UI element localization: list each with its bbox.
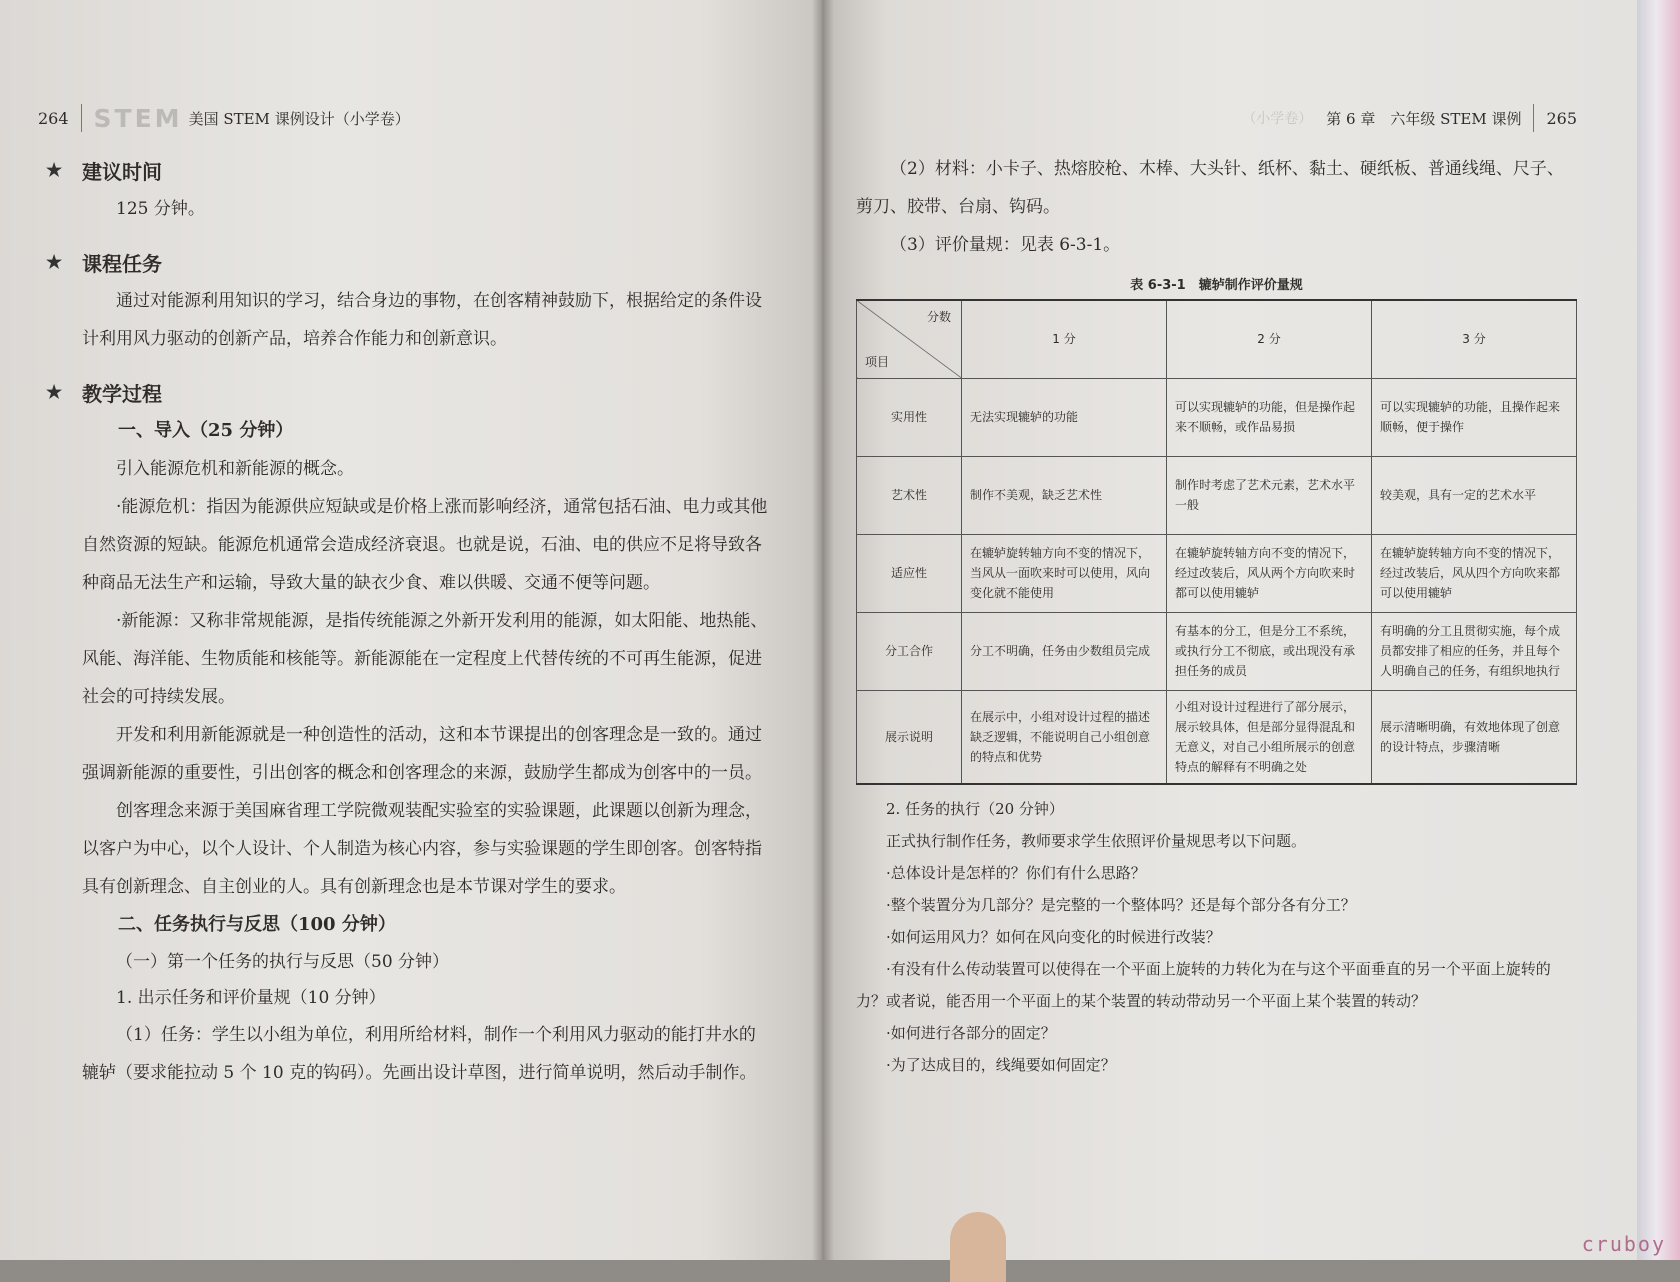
left-page-number: 264 — [38, 108, 69, 128]
question-item: ·整个装置分为几部分？是完整的一个整体吗？还是每个部分各有分工？ — [886, 895, 1356, 914]
header-divider — [81, 104, 82, 132]
section-text: 125 分钟。 — [116, 199, 205, 219]
table-row — [857, 534, 1577, 612]
table-corner-cell — [857, 300, 962, 378]
section-heading: 教学过程 — [82, 381, 162, 406]
table-title: 表 6-3-1 辘轳制作评价量规 — [1130, 278, 1303, 293]
table-cell: 展示清晰明确，有效地体现了创意的设计特点，步骤清晰 — [1372, 690, 1577, 784]
question-item: ·总体设计是怎样的？你们有什么思路？ — [886, 863, 1146, 882]
table-cell: 分工不明确，任务由少数组员完成 — [962, 612, 1167, 690]
step1-heading: 1. 出示任务和评价量规（10 分钟） — [116, 988, 386, 1008]
left-page — [0, 0, 822, 1260]
section-course-task — [46, 242, 772, 358]
intro-text: 引入能源危机和新能源的概念。 — [116, 459, 354, 479]
table-row — [857, 378, 1577, 456]
table-cell: 在辘轳旋转轴方向不变的情况下，经过改装后，风从两个方向吹来时都可以使用辘轳 — [1167, 534, 1372, 612]
row-label: 实用性 — [857, 378, 962, 456]
table-cell: 在展示中，小组对设计过程的描述缺乏逻辑，不能说明自己小组创意的特点和优势 — [962, 690, 1167, 784]
paragraph-maker-concept: 开发和利用新能源就是一种创造性的活动，这和本节课提出的创客理念是一致的。通过强调新能源的重要性，引出创客的概念和创客理念的来源，鼓励学生都成为创客中的一员。 — [82, 725, 762, 783]
book-gutter-shadow — [812, 0, 834, 1260]
table-cell: 可以实现辘轳的功能，但是操作起来不顺畅，或作品易损 — [1167, 378, 1372, 456]
page-edge — [1637, 0, 1680, 1260]
bullet-new-energy: ·新能源：又称非常规能源，是指传统能源之外新开发利用的能源，如太阳能、地热能、风能、海洋能、生物质能和核能等。新能源能在一定程度上代替传统的不可再生能源，促进社会的可持续发展。 — [82, 611, 768, 707]
star-icon: ★ — [46, 251, 63, 273]
table-row — [857, 456, 1577, 534]
question-item: ·有没有什么传动装置可以使得在一个平面上旋转的力转化为在与这个平面垂直的另一个平面上旋转的力？或者说，能否用一个平面上的某个装置的转动带动另一个平面上某个装置的转动？ — [856, 959, 1551, 1010]
table-cell: 在辘轳旋转轴方向不变的情况下，当风从一面吹来时可以使用，风向变化就不能使用 — [962, 534, 1167, 612]
header-divider — [1533, 104, 1534, 132]
question-item: ·为了达成目的，线绳要如何固定？ — [886, 1055, 1116, 1074]
star-icon: ★ — [46, 159, 63, 181]
rubric-table — [856, 299, 1577, 785]
table-cell: 在辘轳旋转轴方向不变的情况下，经过改装后，风从四个方向吹来都可以使用辘轳 — [1372, 534, 1577, 612]
table-cell: 可以实现辘轳的功能，且操作起来顺畅，便于操作 — [1372, 378, 1577, 456]
step1-task: （1）任务：学生以小组为单位，利用所给材料，制作一个利用风力驱动的能打井水的辘轳（要求能拉动 5 个 10 克的钩码）。先画出设计草图，进行简单说明，然后动手制作。 — [82, 1025, 757, 1083]
chapter-title: 第 6 章 六年级 STEM 课例 — [1326, 109, 1522, 128]
materials-text: （2）材料：小卡子、热熔胶枪、木棒、大头针、纸杯、黏土、硬纸板、普通线绳、尺子、剪刀、胶带、台扇、钩码。 — [856, 159, 1564, 217]
right-page — [822, 0, 1637, 1260]
table-cell: 制作不美观，缺乏艺术性 — [962, 456, 1167, 534]
table-cell: 较美观，具有一定的艺术水平 — [1372, 456, 1577, 534]
corner-item-label: 项目 — [865, 354, 890, 369]
column-header: 1 分 — [962, 300, 1167, 378]
row-label: 艺术性 — [857, 456, 962, 534]
table-cell: 无法实现辘轳的功能 — [962, 378, 1167, 456]
table-row — [857, 690, 1577, 784]
step2-heading: 2. 任务的执行（20 分钟） — [886, 799, 1064, 818]
table-cell: 有基本的分工，但是分工不系统，或执行分工不彻底，或出现没有承担任务的成员 — [1167, 612, 1372, 690]
part2-heading: 二、任务执行与反思（100 分钟） — [118, 914, 396, 935]
book-title: 美国 STEM 课例设计（小学卷） — [188, 109, 410, 128]
table-cell: 制作时考虑了艺术元素，艺术水平一般 — [1167, 456, 1372, 534]
question-item: ·如何进行各部分的固定？ — [886, 1023, 1056, 1042]
corner-score-label: 分数 — [926, 310, 951, 324]
section-text: 通过对能源利用知识的学习，结合身边的事物，在创客精神鼓励下，根据给定的条件设计利用风力驱动的创新产品，培养合作能力和创新意识。 — [82, 291, 762, 349]
section-teaching-process — [46, 372, 772, 1092]
header-ghost-text: （小学卷） — [1242, 111, 1313, 127]
left-page-header — [38, 100, 772, 136]
section-heading: 课程任务 — [82, 251, 162, 276]
intro-heading: 一、导入（25 分钟） — [118, 420, 294, 441]
table-cell: 小组对设计过程进行了部分展示，展示较具体，但是部分显得混乱和无意义，对自己小组所展示的创意特点的解释有不明确之处 — [1167, 690, 1372, 784]
task1-heading: （一）第一个任务的执行与反思（50 分钟） — [116, 952, 450, 972]
section-heading: 建议时间 — [82, 159, 162, 184]
star-icon: ★ — [46, 381, 63, 403]
table-row — [857, 612, 1577, 690]
stem-logo: STEM — [93, 103, 183, 133]
section-suggested-time — [46, 150, 772, 228]
thumb — [950, 1212, 1006, 1282]
table-header-row — [857, 300, 1577, 378]
row-label: 适应性 — [857, 534, 962, 612]
bullet-energy-crisis: ·能源危机：指因为能源供应短缺或是价格上涨而影响经济，通常包括石油、电力或其他自然资源的短缺。能源危机通常会造成经济衰退。也就是说，石油、电的供应不足将导致各种商品无法生产和运输，导致大量的缺衣少食、难以供暖、交通不便等问题。 — [82, 497, 768, 593]
rubric-reference: （3）评价量规：见表 6-3-1。 — [890, 235, 1121, 255]
right-page-number: 265 — [1546, 108, 1577, 128]
column-header: 3 分 — [1372, 300, 1577, 378]
question-item: ·如何运用风力？如何在风向变化的时候进行改装？ — [886, 927, 1221, 946]
right-page-header — [856, 100, 1577, 136]
paragraph-maker-origin: 创客理念来源于美国麻省理工学院微观装配实验室的实验课题，此课题以创新为理念，以客户为中心，以个人设计、个人制造为核心内容，参与实验课题的学生即创客。创客特指具有创新理念、自主创业的人。具有创新理念也是本节课对学生的要求。 — [82, 801, 762, 897]
step2-text: 正式执行制作任务，教师要求学生依照评价量规思考以下问题。 — [886, 831, 1307, 850]
row-label: 展示说明 — [857, 690, 962, 784]
column-header: 2 分 — [1167, 300, 1372, 378]
row-label: 分工合作 — [857, 612, 962, 690]
watermark: cruboy — [1581, 1232, 1666, 1256]
table-cell: 有明确的分工且贯彻实施，每个成员都安排了相应的任务，并且每个人明确自己的任务，有组织地执行 — [1372, 612, 1577, 690]
